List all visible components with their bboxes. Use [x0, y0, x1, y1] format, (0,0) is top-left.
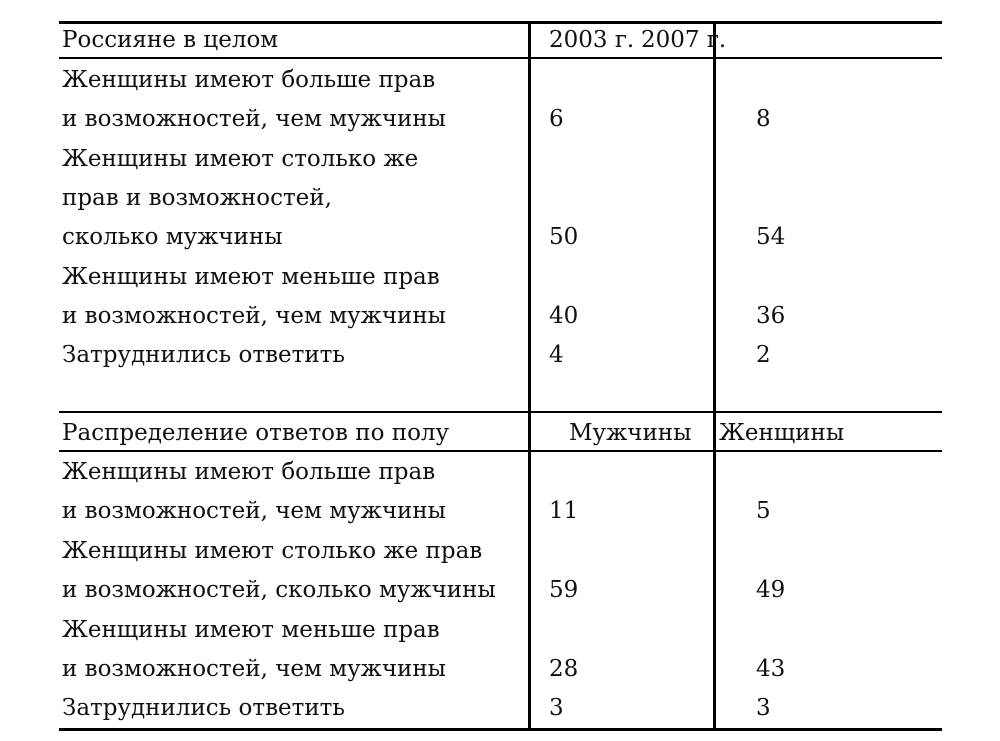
s1-row4-line1: Затруднились ответить — [62, 342, 345, 368]
s1-row1-line2: и возможностей, чем мужчины — [62, 106, 446, 132]
section1-header-col-2007: 2007 г. — [641, 27, 727, 53]
s2-row1-value-women: 5 — [756, 498, 771, 524]
s1-row1-line1: Женщины имеют больше прав — [62, 67, 436, 93]
s2-row3-line2: и возможностей, чем мужчины — [62, 656, 446, 682]
s2-row1-line1: Женщины имеют больше прав — [62, 459, 436, 485]
s2-row4-value-men: 3 — [549, 695, 564, 721]
s1-row2-line2: прав и возможностей, — [62, 185, 332, 211]
table-top-rule — [59, 21, 942, 24]
s2-row2-value-men: 59 — [549, 577, 579, 603]
s2-row2-line2: и возможностей, сколько мужчины — [62, 577, 496, 603]
section1-header-label: Россияне в целом — [62, 27, 279, 53]
s1-row1-value-2003: 6 — [549, 106, 564, 132]
s1-row3-line1: Женщины имеют меньше прав — [62, 264, 440, 290]
s2-row3-line1: Женщины имеют меньше прав — [62, 617, 440, 643]
s1-row2-line3: сколько мужчины — [62, 224, 283, 250]
s1-row4-value-2003: 4 — [549, 342, 564, 368]
header-rule-1 — [59, 57, 942, 59]
section1-header-col-2003: 2003 г. — [549, 27, 635, 53]
s2-row4-line1: Затруднились ответить — [62, 695, 345, 721]
s2-row2-value-women: 49 — [756, 577, 786, 603]
s2-row2-line1: Женщины имеют столько же прав — [62, 538, 483, 564]
s1-row3-line2: и возможностей, чем мужчины — [62, 303, 446, 329]
section2-header-col-women: Женщины — [719, 420, 845, 446]
column-rule-right — [713, 21, 716, 731]
s1-row4-value-2007: 2 — [756, 342, 771, 368]
section2-header-col-men: Мужчины — [569, 420, 692, 446]
header-rule-2 — [59, 450, 942, 452]
s1-row2-value-2007: 54 — [756, 224, 786, 250]
s2-row1-line2: и возможностей, чем мужчины — [62, 498, 446, 524]
s2-row1-value-men: 11 — [549, 498, 579, 524]
table-bottom-rule — [59, 728, 942, 731]
s1-row2-line1: Женщины имеют столько же — [62, 146, 419, 172]
section2-header-label: Распределение ответов по полу — [62, 420, 450, 446]
column-rule-left — [528, 21, 531, 731]
s1-row2-value-2003: 50 — [549, 224, 579, 250]
s2-row4-value-women: 3 — [756, 695, 771, 721]
s2-row3-value-men: 28 — [549, 656, 579, 682]
s1-row3-value-2003: 40 — [549, 303, 579, 329]
section-divider-rule — [59, 411, 942, 413]
s2-row3-value-women: 43 — [756, 656, 786, 682]
s1-row1-value-2007: 8 — [756, 106, 771, 132]
s1-row3-value-2007: 36 — [756, 303, 786, 329]
